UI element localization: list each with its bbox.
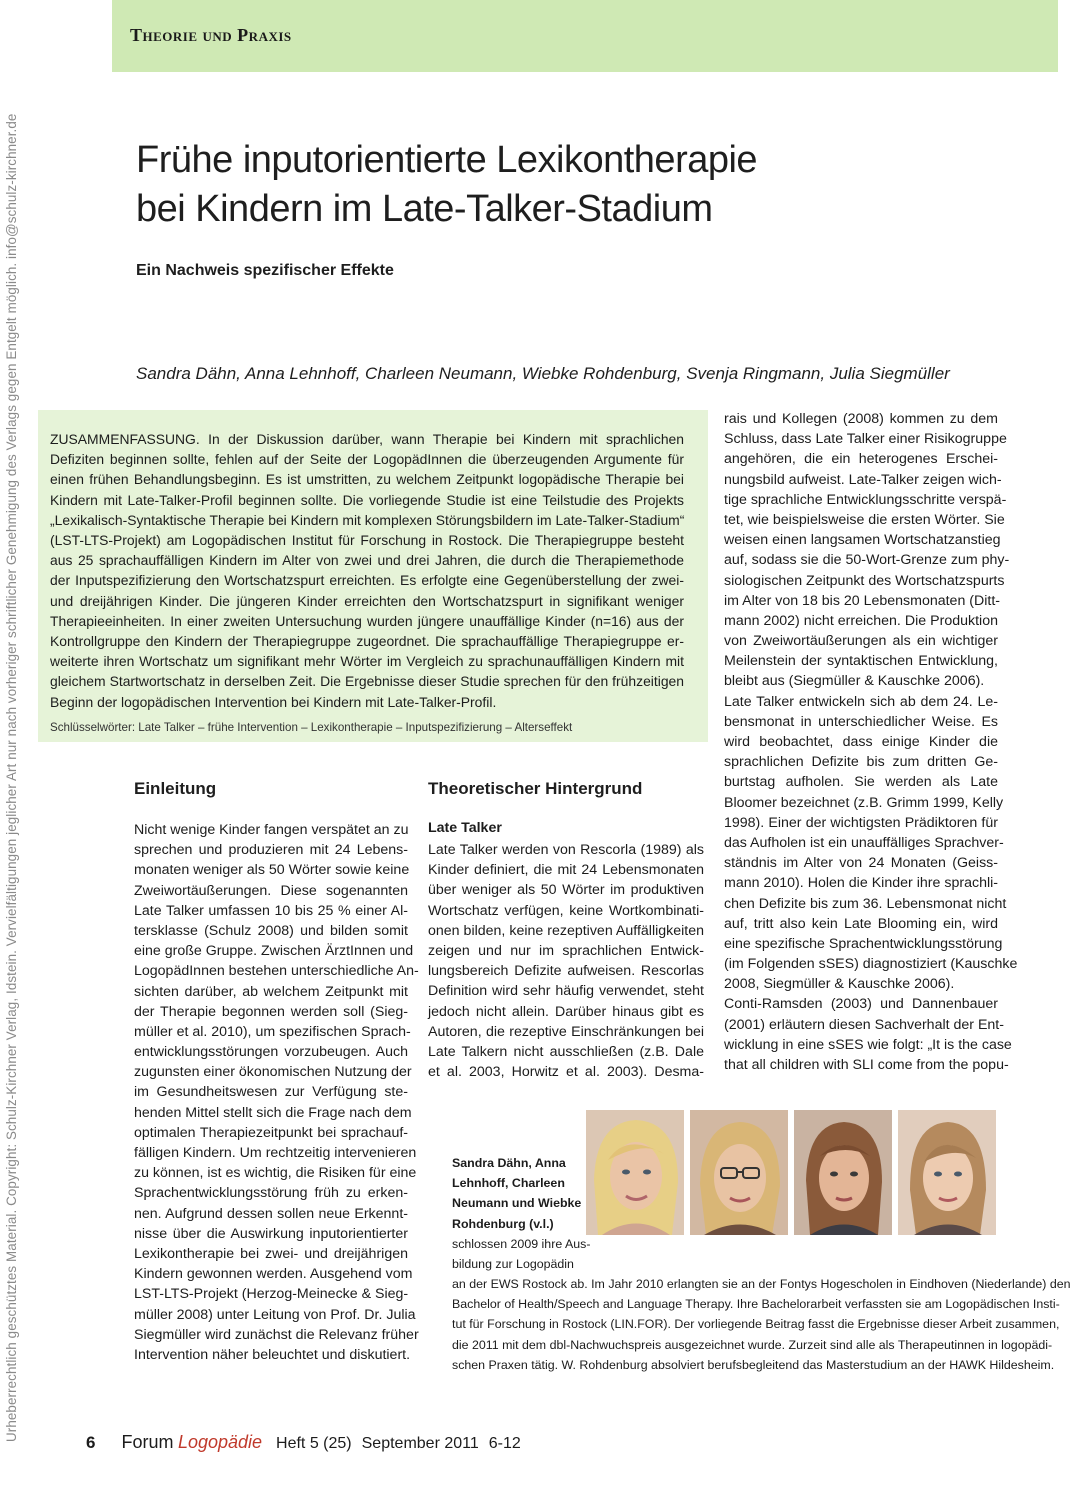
text-line: rais und Kollegen (2008) kommen zu dem	[724, 411, 998, 427]
text-line: müller et al. 2010), um spezifischen Sprach-	[134, 1023, 411, 1040]
author-list: Sandra Dähn, Anna Lehnhoff, Charleen Neumann, Wiebke Rohdenburg, Svenja Ringmann, Julia Siegmüller	[136, 364, 950, 383]
text-line: nen. Aufgrund dessen sollen neue Erkennt-	[134, 1205, 408, 1222]
text-line: wird beobachtet, dass einige Kinder die	[724, 734, 998, 750]
caption-line: schen Praxen tätig. W. Rohdenburg absolviert berufsbegleitend das Masterstudium an der HAWK Hildesheim.	[452, 1357, 1055, 1372]
title-line: Frühe inputorientierte Lexikontherapie	[136, 139, 758, 181]
text-line: Nicht wenige Kinder fangen verspätet an zu	[134, 822, 409, 838]
text-line: monaten weniger als 50 Wörter sowie keine	[134, 862, 410, 879]
text-line: burtstag aufholen. Sie werden als Late	[724, 774, 998, 791]
text-line: Sprachentwicklungsstörung früh zu erken-	[134, 1185, 408, 1202]
text-line: Wortschatz verfügen, keine Wortkombinati-	[428, 902, 704, 919]
portrait-photo-3	[794, 1110, 892, 1235]
text-line: fälligen Kindern. Um rechtzeitig intervenieren	[134, 1145, 417, 1161]
section-heading-hintergrund: Theoretischer Hintergrund	[428, 779, 643, 798]
caption-line	[452, 1193, 580, 1213]
text-line: nungsbild aufweist. Late-Talker zeigen wich-	[724, 471, 1002, 488]
section-header: Theorie und Praxis	[130, 25, 292, 45]
text-line: bleibt aus (Siegmüller & Kauschke 2006).	[724, 673, 985, 690]
text-line: auf, sodass sie die 50-Wort-Grenze zum phy-	[724, 552, 1010, 569]
caption-line: Bachelor of Health/Speech and Language Therapy. Ihre Bachelorarbeit verfassten sie am Logopädischen Insti-	[452, 1297, 1060, 1312]
caption-line: schlossen 2009 ihre Aus-	[452, 1236, 591, 1251]
text-line: mann 2010). Holen die Kinder ihre sprachli-	[724, 875, 998, 892]
abstract-line: gleichem Startwortschatz in derselben Zeit. Die Ergebnisse dieser Studie sprechen für den frühzeitigen	[50, 673, 684, 690]
text-line: entwicklungsstörungen vorzubeugen. Auch	[134, 1044, 408, 1061]
abstract-line: (LST-LTS-Projekt) am Logopädischen Institut für Forschung in Rostock. Die Therapiegruppe besteht	[50, 532, 684, 549]
text-line: sprechen und produzieren mit 24 Lebens-	[134, 842, 408, 859]
text-line: Autoren, die rezeptive Einschränkungen bei	[428, 1023, 704, 1040]
column-1-text	[134, 820, 419, 1365]
abstract-line: Beginn der logopädischen Intervention bei Kindern mit Late-Talker-Profil.	[50, 693, 497, 710]
text-line: LST-LTS-Projekt (Herzog-Meinecke & Sieg-	[134, 1286, 409, 1303]
keywords: Schlüsselwörter: Late Talker – frühe Intervention – Lexikontherapie – Inputspezifizierung – Alterseffekt	[50, 721, 573, 734]
caption-line: die 2011 mit dem dbl-Nachwuchspreis ausgezeichnet wurde. Zurzeit sind alle als Therapeutinnen in logopädi-	[452, 1337, 1053, 1352]
text-line: eine spezifische Sprachentwicklungsstörung	[724, 935, 1003, 952]
text-line: ständnis im Alter von 24 Monaten (Geiss-	[724, 855, 998, 872]
caption-line: an der EWS Rostock ab. Im Jahr 2010 erlangten sie an der Fontys Hogescholen in Eindhoven (Niederlande) den	[452, 1277, 1071, 1291]
text-line: henden Mittel stellt sich die Frage nach dem	[134, 1104, 412, 1121]
portrait-1-icon	[586, 1110, 684, 1235]
text-line: tersklasse (Schulz 2008) und bilden somit	[134, 922, 408, 939]
text-line: chen Defizite bis zum 36. Lebensmonat nicht	[724, 895, 1007, 912]
portrait-photo-2	[690, 1110, 788, 1235]
text-line: Lexikontherapie bei zwei- und dreijährigen	[134, 1245, 408, 1262]
text-line: Late Talker umfassen 10 bis 25 % einer Al-	[134, 902, 408, 919]
text-line: Late Talker entwickeln sich ab dem 24. Le-	[724, 693, 998, 710]
copyright-side-note: Urheberrechtlich geschütztes Material. Copyright: Schulz-Kirchner Verlag, Idstein. Vervielfältigungen jeglicher Art nur nach vorheriger schriftlicher Genehmigung des Verlags gegen Entgelt möglich. info@schulz-kirchner.de	[4, 113, 19, 1442]
text-line: Meilenstein der syntaktischen Entwicklung,	[724, 653, 998, 670]
caption-line: tut für Forschung in Rostock (LIN.FOR). Der vorliegende Beitrag fasst die Ergebnisse dieser Arbeit zusammen,	[452, 1317, 1060, 1332]
abstract-line: der Inputspezifizierung den Wortschatzspurt erreichten. Es erfolgte eine Gegenüberstellung der zwei-	[50, 572, 684, 589]
caption-line: bildung zur Logopädin	[452, 1257, 574, 1272]
caption-names: Sandra Dähn, Anna	[452, 1156, 566, 1170]
text-line: 2008, Siegmüller & Kauschke 2006).	[724, 976, 955, 993]
text-line: Bloomer bezeichnet (z.B. Grimm 1999, Kelly	[724, 794, 1004, 811]
abstract-line: einen frühen Behandlungsbeginn. Es ist umstritten, zu welchem Zeitpunkt logopädische Therapie bei	[50, 471, 684, 488]
text-line: zeigen und nur im sprachlichen Entwick-	[428, 942, 704, 959]
text-line: weisen einen langsamen Wortschatzanstieg	[724, 532, 1001, 549]
portrait-3-icon	[794, 1110, 892, 1235]
text-line: auf, tritt also kein Late Blooming ein, wird	[724, 915, 998, 932]
photo-caption-full	[452, 1274, 1071, 1375]
page-footer	[86, 1432, 521, 1453]
abstract-line: Therapieeinheiten. In einer zweiten Untersuchung wurden jüngere unauffällige Kinder (n=16) aus der	[50, 612, 684, 629]
text-line: Conti-Ramsden (2003) und Dannenbauer	[724, 996, 998, 1013]
abstract-line: und dreijährigen Kinder. Die jüngeren Kinder erreichten den Wortschatzspurt in signifikant weniger	[50, 592, 684, 609]
issue-date: September 2011	[361, 1435, 479, 1452]
text-line: sichten darüber, ab welchem Zeitpunkt mit	[134, 983, 408, 1000]
article-title	[136, 136, 976, 234]
portrait-photo-1	[586, 1110, 684, 1235]
text-line: über weniger als 50 Wörter im produktiven	[428, 882, 704, 899]
text-line: tige sprachliche Entwicklungsschritte verspä-	[724, 491, 1007, 508]
text-line: Late Talkern nicht ausschließen (z.B. Dale	[428, 1043, 704, 1060]
text-line: müller 2008) unter Leitung von Prof. Dr. Julia	[134, 1306, 416, 1323]
section-heading-einleitung: Einleitung	[134, 779, 217, 798]
text-line: Definition wird sehr häufig verwendet, steht	[428, 983, 704, 1000]
abstract-line: aus 25 sprachauffälligen Kindern im Alter von zwei und drei Jahren, die durch die Therapiemethode	[50, 552, 684, 569]
text-line: tet, wie beispielsweise die ersten Wörter. Sie	[724, 511, 1005, 528]
text-line: sprachlichen Defizite bis zum dritten Ge-	[724, 754, 998, 771]
article-subtitle: Ein Nachweis spezifischer Effekte	[136, 262, 394, 279]
text-line: Zweiwortäußerungen. Diese sogenannten	[134, 882, 408, 899]
text-line: et al. 2003, Horwitz et al. 2003). Desma-	[428, 1064, 704, 1081]
portrait-4-icon	[898, 1110, 996, 1235]
text-line: Kindern gewonnen werden. Ausgehend vom	[134, 1266, 413, 1283]
abstract-line: weiterte ihren Wortschatz um signifikant mehr Wörter im Vergleich zu sprachunauffälligen Kindern mit	[50, 653, 684, 670]
column-3-text	[724, 409, 1018, 1075]
text-line: eine große Gruppe. Zwischen ÄrztInnen und	[134, 943, 414, 960]
text-line: Kinder definiert, die mit 24 Lebensmonaten	[428, 862, 704, 879]
photo-caption-side	[452, 1153, 591, 1274]
text-line: bensmonat in unterschiedlicher Weise. Es	[724, 713, 998, 730]
journal-brand-accent: Logopädie	[177, 1432, 263, 1452]
text-line: jedoch nicht allein. Darüber hinaus gibt es	[428, 1003, 704, 1020]
text-line: 1998). Einer der wichtigsten Prädiktoren für	[724, 814, 998, 831]
portrait-2-icon	[690, 1110, 788, 1235]
text-line: zu können, ist es wichtig, die Risiken für eine	[134, 1165, 417, 1182]
abstract-line: Kontrollgruppe den Kindern der Therapiegruppe zugeordnet. Die sprachauffällige Therapiegruppe er-	[50, 633, 684, 650]
text-line: siologischen Zeitpunkt des Wortschatzspurts	[724, 572, 1005, 589]
text-line: mann 2002) nicht erreichen. Die Produktion	[724, 612, 998, 629]
text-line: LogopädInnen bestehen unterschiedliche An-	[134, 963, 419, 980]
abstract-line: ZUSAMMENFASSUNG. In der Diskussion darüber, wann Therapie bei Kindern mit sprachlichen	[50, 431, 684, 447]
page-range: 6-12	[488, 1435, 521, 1452]
text-line: im Alter von 18 bis 20 Lebensmonaten (Ditt-	[724, 592, 1001, 609]
text-line: im Gesundheitswesen zur Verfügung ste-	[134, 1084, 408, 1101]
text-line: (im Folgenden sSES) diagnostiziert (Kauschke	[724, 956, 1018, 973]
abstract-line: Kindern mit Late-Talker-Profil beginnen sollte. Die vorliegende Studie ist eine Teilstudie des Projekts	[50, 491, 684, 508]
caption-names: Lehnhoff, Charleen	[452, 1176, 565, 1191]
text-line: nisse über die Auswirkung inputorientierter	[134, 1225, 408, 1242]
text-line: Late Talker werden von Rescorla (1989) als	[428, 842, 704, 858]
text-line: das Aufholen ist ein unauffälliges Sprachver-	[724, 834, 1004, 851]
text-line: zugunsten einer ökonomischen Nutzung der	[134, 1064, 412, 1081]
text-line: lungsbereich Defizite aufweisen. Rescorlas	[428, 963, 704, 980]
text-line: Schluss, dass Late Talker einer Risikogruppe	[724, 431, 1007, 448]
issue-label: Heft 5 (25)	[276, 1435, 352, 1452]
caption-line	[452, 1153, 580, 1173]
caption-line	[452, 1214, 580, 1234]
column-2-text	[428, 840, 704, 1082]
text-line: Siegmüller wird zunächst die Relevanz früher	[134, 1326, 419, 1343]
text-line: wicklung in eine sSES wie folgt: „It is the case	[724, 1036, 1012, 1053]
subheading-late-talker: Late Talker	[428, 820, 502, 836]
abstract-line: „Lexikalisch-Syntaktische Therapie bei Kindern mit komplexen Störungsbildern im Late-Talker-Stadium“	[50, 511, 685, 528]
caption-names: Neumann und Wiebke	[452, 1196, 582, 1211]
journal-brand: Forum	[121, 1432, 174, 1452]
text-line: angehören, die ein heterogenes Erschei-	[724, 451, 998, 468]
abstract-line: Defiziten beginnen sollte, fehlen auf der Seite der LogopädInnen die überzeugenden Argumente für	[50, 451, 684, 468]
text-line: optimalen Therapiezeitpunkt bei sprachauf-	[134, 1124, 408, 1141]
text-line: that all children with SLI come from the popu-	[724, 1057, 1009, 1073]
text-line: onen bilden, keine rezeptiven Auffälligkeiten	[428, 922, 704, 939]
title-line: bei Kindern im Late-Talker-Stadium	[136, 188, 713, 230]
text-line: von Zweiwortäußerungen als ein wichtiger	[724, 633, 998, 650]
text-line: (2001) erläutern diesen Sachverhalt der Ent-	[724, 1016, 1004, 1033]
page-number: 6	[86, 1433, 96, 1452]
text-line: der Therapie begonnen werden soll (Sieg-	[134, 1003, 408, 1020]
caption-line	[452, 1173, 580, 1193]
abstract-text	[50, 429, 684, 712]
caption-names: Rohdenburg (v.l.)	[452, 1216, 554, 1231]
portrait-photo-4	[898, 1110, 996, 1235]
text-line: Intervention näher beleuchtet und diskutiert.	[134, 1346, 411, 1363]
